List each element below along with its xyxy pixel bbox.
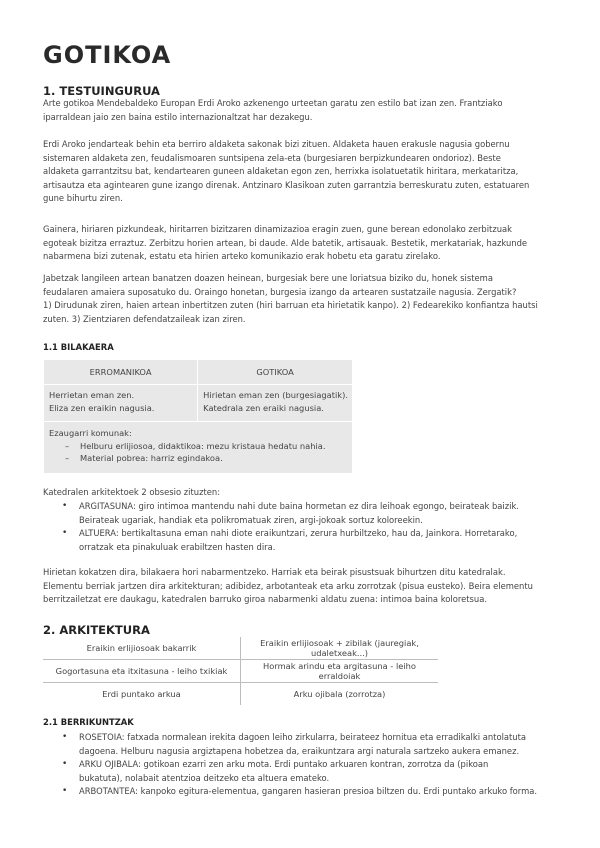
list-item: – Material pobrea: harriz egindakoa. — [65, 452, 348, 465]
list-item: – Helburu erlijiosoa, didaktikoa: mezu kristaua hedatu nahia. — [65, 440, 348, 453]
paragraph: Hirietan kokatzen dira, bilakaera hori nabarmentzeko. Harriak eta beirak pisustsuak bihurtzen ditu katedralak. Elementu berriak jartzen dira arkitekturan; adibidez, arbotanteak eta arku zorrotzak (pisua eusteko). Beira elementu berritzailetzat ere daukagu, katedralen barruko giroa nabarmenki aldatu zuena: intimoa baina koloretsua. — [43, 567, 533, 605]
table-cell: Gogortasuna eta itxitasuna - leiho txikiak — [43, 660, 241, 683]
subsection-heading-berrikuntzak: 2.1 BERRIKUNTZAK — [43, 717, 134, 727]
architecture-table — [43, 637, 438, 705]
obsessions-list — [58, 500, 568, 554]
paragraph: Erdi Aroko jendarteak behin eta berriro aldaketa sakonak bizi zituen. Aldaketa hauen erakusle nagusia gobernu sistemaren aldaketa zen, feudalismoaren suntsipena zela-eta (burgesiaren berpizkundearen ondorioz). Beste aldaketa garrantzitsu bat, kendartearen guneen aldaketan egon zen, herrixka isolatuetatik hiritara, merkataritza, artisautza eta agintearen gune izango direnak. Antzinaro Klasikoan zuten garrantzia berreskuratu zuten, estatuaren gune bihurtu ziren. — [43, 139, 530, 204]
common-features-list — [49, 440, 348, 465]
paragraph: Gainera, hiriaren pizkundeak, hiritarren bizitzaren dinamizazioa eragin zuen, gune berean edonolako zerbitzuak egoteak bizitza erraztuz. Zerbitzu horien artean, bi daude. Alde batetik, artisauak. Bestetik, merkatariak, hazkunde nabarmena bizi zutenak, estatu eta hirien arteko komunikazio erak hobetu eta garatu zirelako. — [43, 224, 528, 262]
page-title: GOTIKOA — [43, 41, 172, 69]
table-cell: Arku ojibala (zorrotza) — [293, 689, 386, 699]
list-item: • ARKU OJIBALA: gotikoan ezarri zen arku mota. Erdi puntako arkuaren kontran, zorrotza da (pikoan bukatuta), nolabait atentzioa deitzeko eta altuera emateko. — [58, 758, 568, 785]
table-header: GOTIKOA — [198, 360, 353, 385]
table-cell: Herrietan eman zen. Eliza zen eraikin nagusia. — [44, 385, 198, 422]
table-cell: Eraikin erlijiosoak bakarrik — [43, 637, 241, 660]
innovations-list — [58, 731, 568, 799]
table-cell: Hormak arindu eta argitasuna - leiho erraldoiak — [241, 660, 439, 683]
paragraph: Jabetzak langileen artean banatzen doazen heinean, burgesiak bere une loriatsua biziko du, honek sistema feudalaren amaiera suposatuko du. Oraingo honetan, burgesia izango da artearen sustatzaile nagusia. Zergatik? 1) Dirudunak ziren, haien artean inbertitzen zuten (hiri barruan eta hirietatik kanpo). 2) Fedearekiko konfiantza hautsi zuten. 3) Zientziaren defendatzaileak izan ziren. — [43, 273, 538, 324]
common-features-cell — [44, 422, 353, 474]
table-header: ERROMANIKOA — [44, 360, 198, 385]
list-item: • ARGITASUNA: giro intimoa mantendu nahi dute baina hormetan ez dira leihoak egongo, beirateak baizik. Beirateak ugariak, handiak eta polikromatuak ziren, argi-jokoak sortuz koloreekin. — [58, 500, 568, 527]
list-item: • ALTUERA: bertikaltasuna eman nahi diote eraikuntzari, zerura hurbiltzeko, hau da, Jainkora. Horretarako, orratzak eta pinakuluak erabiltzen hasten dira. — [58, 527, 568, 554]
paragraph: Arte gotikoa Mendebaldeko Europan Erdi Aroko azkenengo urteetan garatu zen estilo bat izan zen. Frantziako iparraldean jaio zen baina estilo internazionaltzat har dezakegu. — [43, 98, 503, 122]
subsection-heading-bilakaera: 1.1 BILAKAERA — [43, 342, 114, 352]
paragraph: Katedralen arkitektoek 2 obsesio zituzten: — [43, 487, 221, 497]
comparison-table — [43, 359, 353, 474]
table-cell: Eraikin erlijiosoak + zibilak (jauregiak, udaletxeak...) — [241, 637, 439, 660]
table-cell: Erdi puntako arkua — [43, 683, 241, 706]
list-item: • ROSETOIA: fatxada normalean irekita dagoen leiho zirkularra, beirateez hornitua eta erradikalki antolatuta dagoena. Helburu nagusia argiztapena hobetzea da, eraikuntzara argi naturala sartzeko aukera emanez. — [58, 731, 568, 758]
section-heading-testuingurua: 1. TESTUINGURUA — [43, 84, 160, 98]
table-row — [43, 683, 438, 706]
table-row — [43, 660, 438, 683]
section-heading-arkitektura: 2. ARKITEKTURA — [43, 623, 150, 637]
common-features-label: Ezaugarri komunak: — [49, 428, 132, 438]
list-item: • ARBOTANTEA: kanpoko egitura-elementua, gangaren hasieran presioa biltzen du. Erdi puntako arkuko forma. — [58, 785, 568, 799]
table-cell: Hirietan eman zen (burgesiagatik). Katedrala zen eraiki nagusia. — [198, 385, 353, 422]
table-row — [43, 637, 438, 660]
